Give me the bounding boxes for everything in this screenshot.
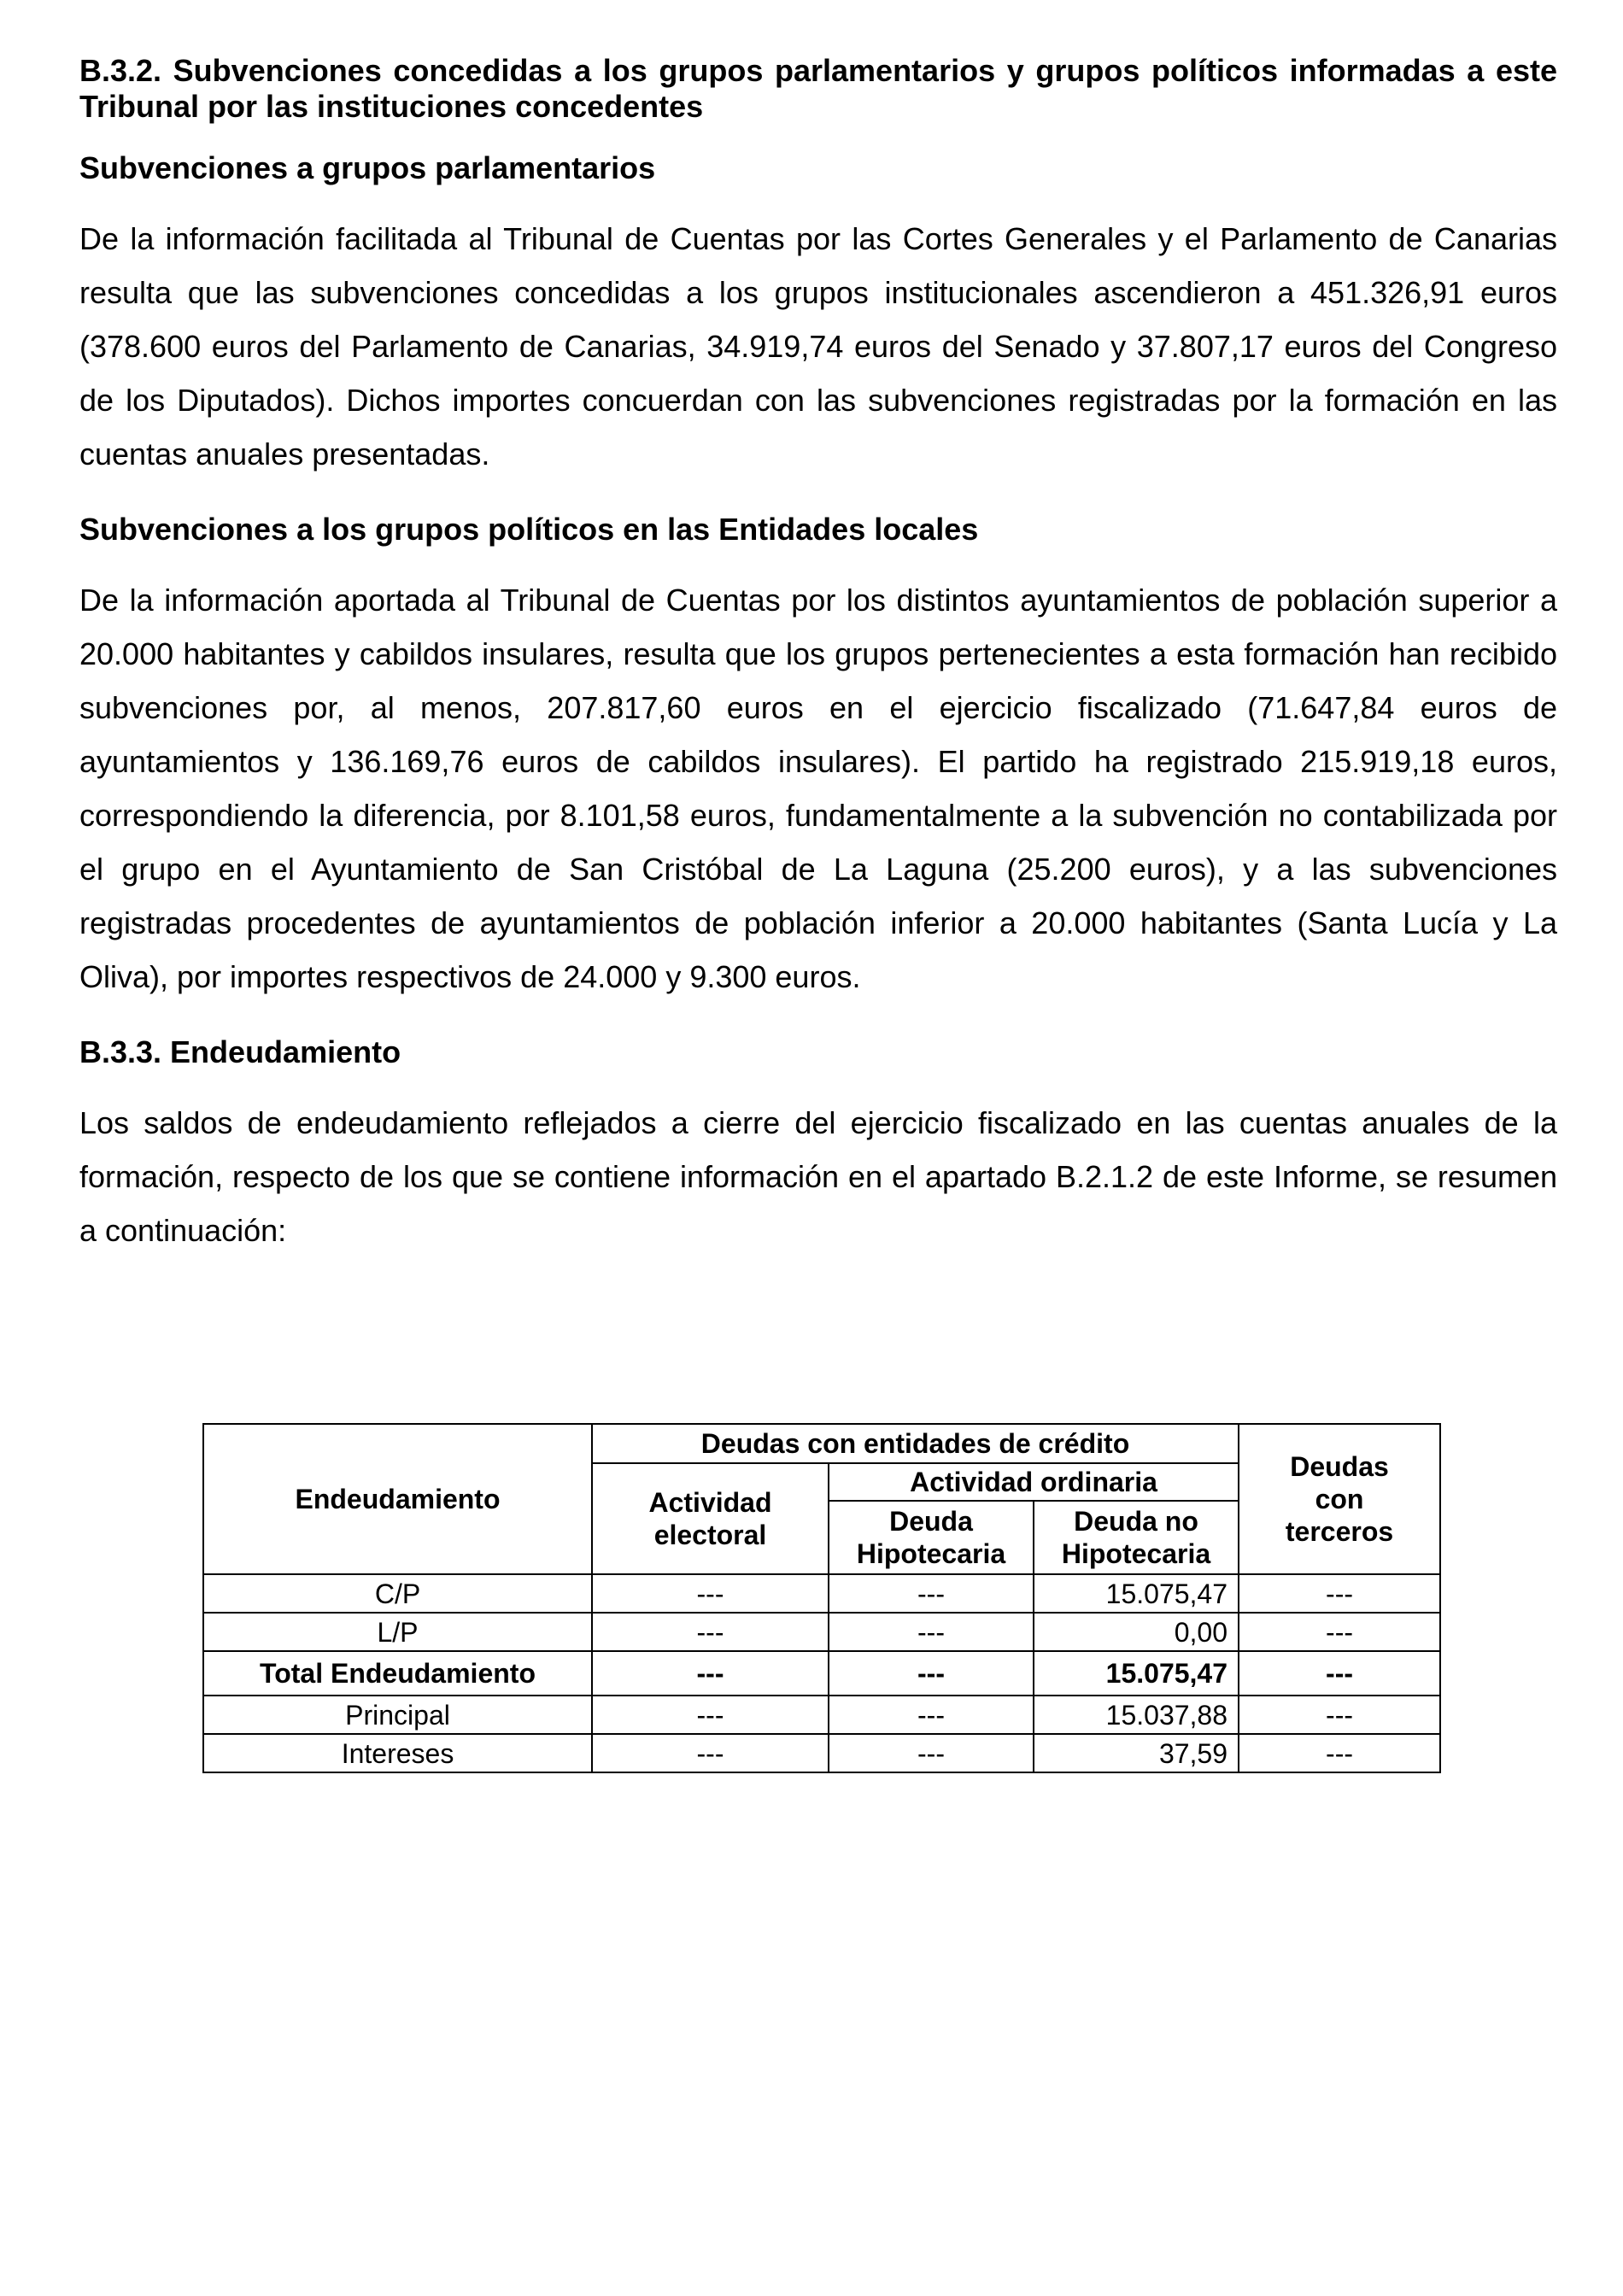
header-deuda-hipotecaria: Deuda Hipotecaria xyxy=(829,1501,1034,1574)
cell-no-hipotecaria: 0,00 xyxy=(1034,1613,1239,1651)
cell-terceros: --- xyxy=(1239,1613,1440,1651)
section-title-b32: B.3.2. Subvenciones concedidas a los grupos parlamentarios y grupos políticos informadas a este Tribunal por las instituciones concedentes xyxy=(79,53,1557,124)
cell-no-hipotecaria: 37,59 xyxy=(1034,1734,1239,1772)
row-label: Intereses xyxy=(203,1734,592,1772)
table-row-total xyxy=(203,1651,1440,1696)
cell-no-hipotecaria: 15.075,47 xyxy=(1034,1574,1239,1613)
cell-hipotecaria: --- xyxy=(829,1651,1034,1696)
cell-electoral: --- xyxy=(592,1574,829,1613)
row-label: Total Endeudamiento xyxy=(203,1651,592,1696)
row-label: C/P xyxy=(203,1574,592,1613)
cell-terceros: --- xyxy=(1239,1734,1440,1772)
paragraph-entidades-locales: De la información aportada al Tribunal de Cuentas por los distintos ayuntamientos de población superior a 20.000 habitantes y cabildos insulares, resulta que los grupos pertenecientes a esta formación han recibido subvenciones por, al menos, 207.817,60 euros en el ejercicio fiscalizado (71.647,84 euros de ayuntamientos y 136.169,76 euros de cabildos insulares). El partido ha registrado 215.919,18 euros, correspondiendo la diferencia, por 8.101,58 euros, fundamentalmente a la subvención no contabilizada por el grupo en el Ayuntamiento de San Cristóbal de La Laguna (25.200 euros), y a las subvenciones registradas procedentes de ayuntamientos de población inferior a 20.000 habitantes (Santa Lucía y La Oliva), por importes respectivos de 24.000 y 9.300 euros. xyxy=(79,583,1557,994)
subheading-entidades-locales: Subvenciones a los grupos políticos en las Entidades locales xyxy=(79,512,979,547)
document-page xyxy=(79,53,1557,1257)
header-deuda-no-hipotecaria: Deuda no Hipotecaria xyxy=(1034,1501,1239,1574)
row-label: Principal xyxy=(203,1696,592,1734)
table-row xyxy=(203,1613,1440,1651)
header-endeudamiento: Endeudamiento xyxy=(203,1424,592,1574)
cell-no-hipotecaria: 15.037,88 xyxy=(1034,1696,1239,1734)
endeudamiento-table xyxy=(202,1423,1441,1773)
paragraph-grupos-parlamentarios: De la información facilitada al Tribunal de Cuentas por las Cortes Generales y el Parlamento de Canarias resulta que las subvenciones concedidas a los grupos institucionales ascendieron a 451.326,91 euros (378.600 euros del Parlamento de Canarias, 34.919,74 euros del Senado y 37.807,17 euros del Congreso de los Diputados). Dichos importes concuerdan con las subvenciones registradas por la formación en las cuentas anuales presentadas. xyxy=(79,221,1557,472)
cell-electoral: --- xyxy=(592,1613,829,1651)
cell-terceros: --- xyxy=(1239,1696,1440,1734)
row-label: L/P xyxy=(203,1613,592,1651)
header-deudas-credito: Deudas con entidades de crédito xyxy=(592,1424,1239,1463)
header-actividad-ordinaria: Actividad ordinaria xyxy=(829,1463,1239,1501)
cell-terceros: --- xyxy=(1239,1651,1440,1696)
cell-electoral: --- xyxy=(592,1696,829,1734)
cell-electoral: --- xyxy=(592,1651,829,1696)
header-actividad-electoral: Actividad electoral xyxy=(592,1463,829,1574)
paragraph-endeudamiento: Los saldos de endeudamiento reflejados a cierre del ejercicio fiscalizado en las cuentas anuales de la formación, respecto de los que se contiene información en el apartado B.2.1.2 de este Informe, se resumen a continuación: xyxy=(79,1105,1557,1248)
header-deudas-terceros: Deudas con terceros xyxy=(1239,1424,1440,1574)
cell-terceros: --- xyxy=(1239,1574,1440,1613)
table-row xyxy=(203,1696,1440,1734)
table-row xyxy=(203,1734,1440,1772)
table-row xyxy=(203,1574,1440,1613)
cell-electoral: --- xyxy=(592,1734,829,1772)
section-title-b33: B.3.3. Endeudamiento xyxy=(79,1034,401,1069)
cell-no-hipotecaria: 15.075,47 xyxy=(1034,1651,1239,1696)
cell-hipotecaria: --- xyxy=(829,1574,1034,1613)
cell-hipotecaria: --- xyxy=(829,1696,1034,1734)
cell-hipotecaria: --- xyxy=(829,1613,1034,1651)
cell-hipotecaria: --- xyxy=(829,1734,1034,1772)
subheading-grupos-parlamentarios: Subvenciones a grupos parlamentarios xyxy=(79,150,656,185)
